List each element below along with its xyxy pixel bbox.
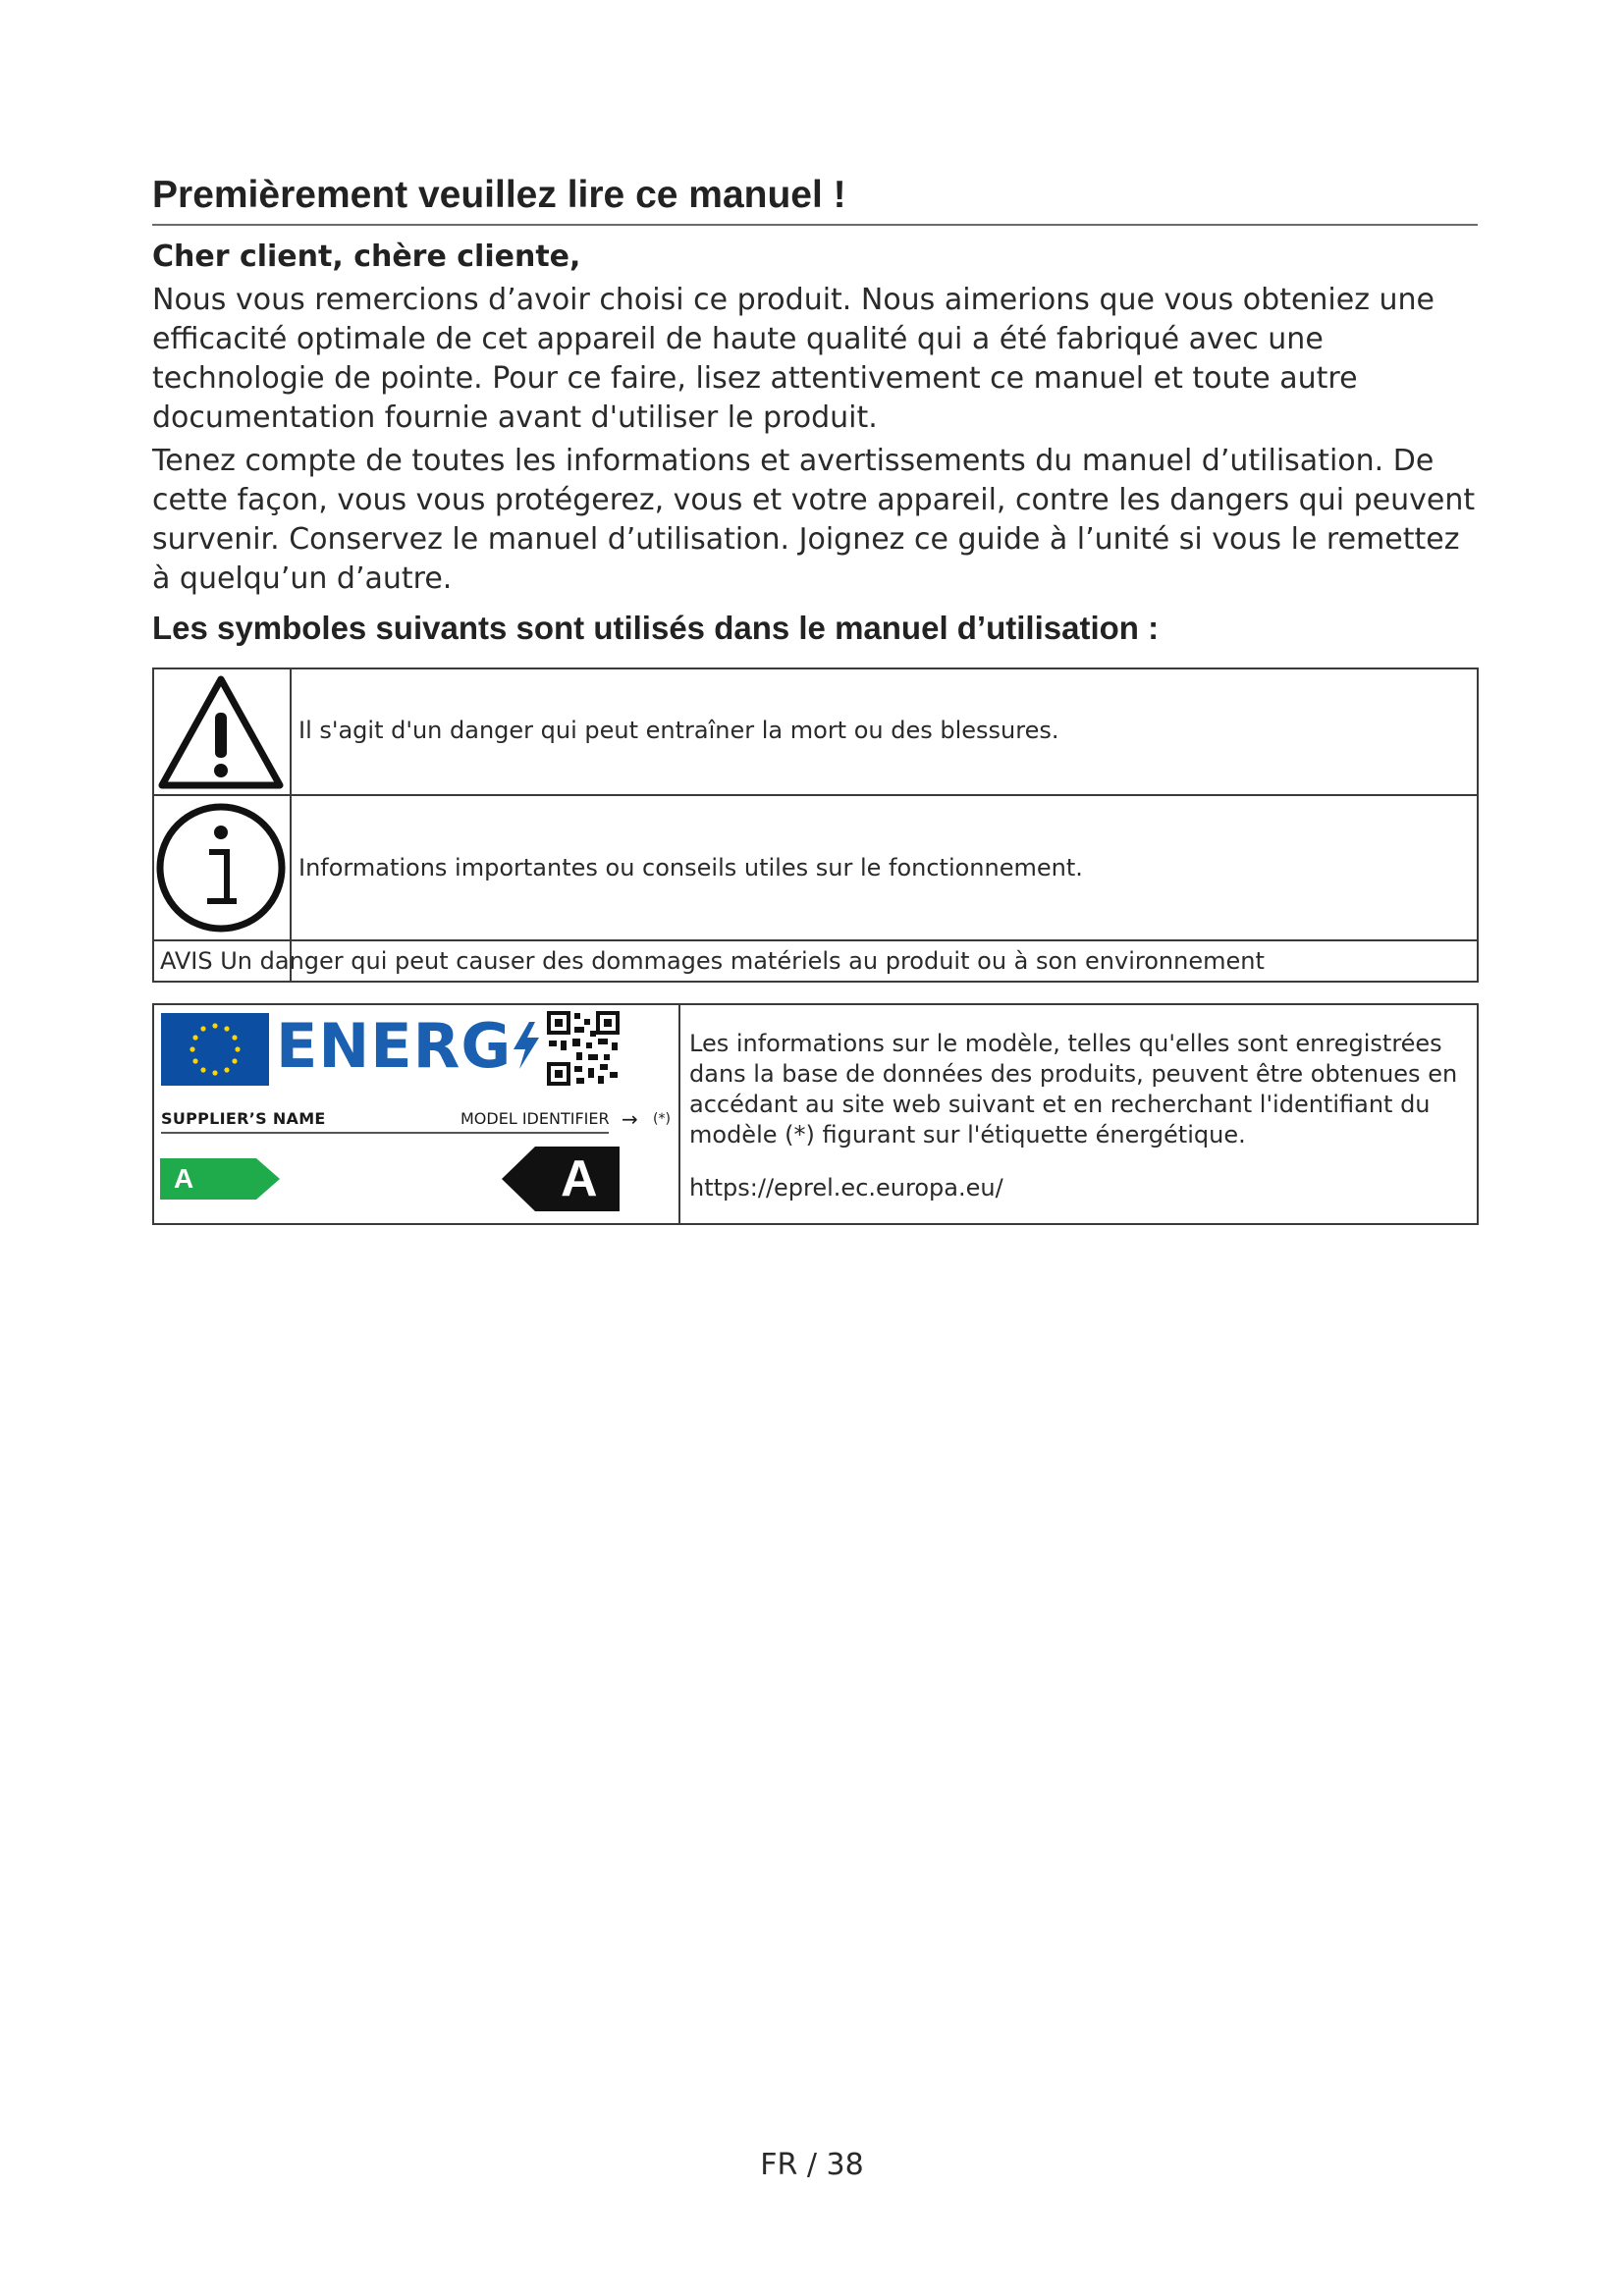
intro-paragraph: Nous vous remercions d’avoir choisi ce produit. Nous aimerions que vous obteniez une efficacité optimale de cet appareil de haute qualité qui a été fabriqué avec une technologie de pointe. Pour ce faire, lisez attentivement ce manuel et toute autre documentation fournie avant d'utiliser le produit. xyxy=(152,283,1435,435)
supplier-name-label: SUPPLIER’S NAME xyxy=(161,1109,326,1128)
energy-class-indicator-letter: A xyxy=(561,1150,598,1207)
qr-code-icon xyxy=(547,1011,620,1086)
lightning-icon xyxy=(512,1020,541,1071)
symbol-column-divider xyxy=(290,667,292,983)
greeting: Cher client, chère cliente, xyxy=(152,240,581,274)
warning-triangle-icon xyxy=(156,671,286,791)
energy-label-divider xyxy=(161,1132,609,1134)
info-circle-icon xyxy=(156,799,286,936)
energy-label-table xyxy=(152,1003,1479,1225)
symbol-info-text: Informations importantes ou conseils utiles sur le fonctionnement. xyxy=(298,854,1083,881)
page-title: Premièrement veuillez lire ce manuel ! xyxy=(152,174,846,216)
eprel-link[interactable]: https://eprel.ec.europa.eu/ xyxy=(689,1174,1003,1201)
symbols-table xyxy=(152,667,1479,983)
energy-class-scale-letter: A xyxy=(174,1163,194,1194)
warnings-paragraph: Tenez compte de toutes les informations et avertissements du manuel d’utilisation. De cette façon, vous vous protégerez, vous et votre appareil, contre les dangers qui peuvent survenir. Conservez le manuel d’utilisation. Joignez ce guide à l’unité si vous le remettez à quelqu’un d’autre. xyxy=(152,444,1476,596)
eu-flag-icon xyxy=(161,1013,269,1086)
page-number: FR / 38 xyxy=(760,2148,864,2182)
energy-column-divider xyxy=(678,1005,680,1223)
avis-text: AVIS Un danger qui peut causer des dommages matériels au produit ou à son environnement xyxy=(160,947,1265,975)
model-identifier-label: MODEL IDENTIFIER xyxy=(460,1109,610,1128)
title-divider xyxy=(152,224,1478,226)
energy-label-brand: ENERG xyxy=(276,1005,541,1088)
model-marker: (*) xyxy=(653,1111,671,1127)
symbols-heading: Les symboles suivants sont utilisés dans le manuel d’utilisation : xyxy=(152,610,1160,646)
symbol-danger-text: Il s'agit d'un danger qui peut entraîner la mort ou des blessures. xyxy=(298,717,1059,744)
energy-info-text: Les informations sur le modèle, telles qu'elles sont enregistrées dans la base de données des produits, peuvent être obtenues en accédant au site web suivant et en recherchant l'identifiant du modèle (*) figurant sur l'étiquette énergétique. xyxy=(689,1030,1458,1148)
model-arrow-icon: → xyxy=(622,1107,638,1131)
